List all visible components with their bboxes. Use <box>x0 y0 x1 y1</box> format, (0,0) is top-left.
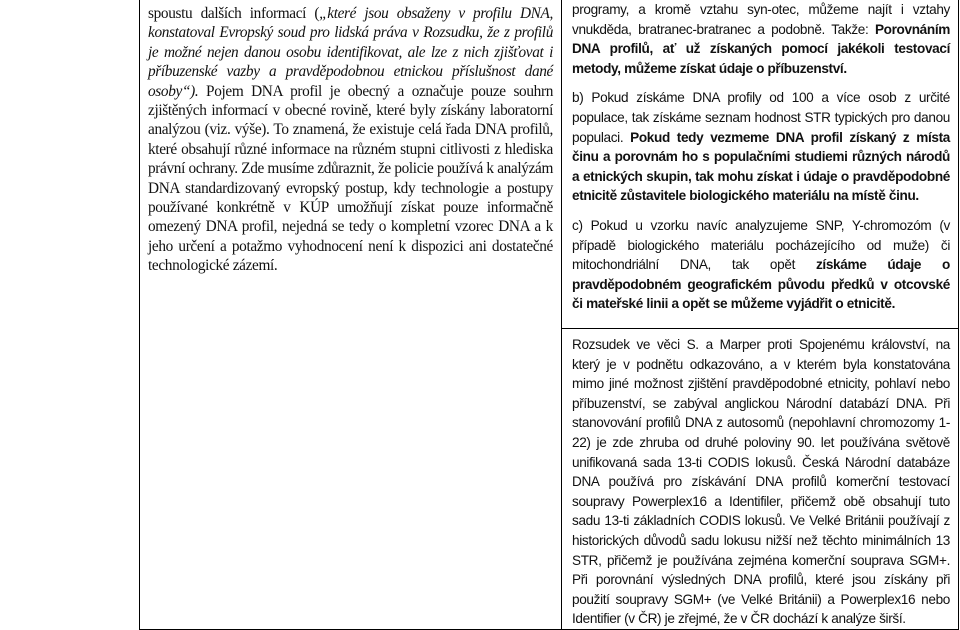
right-top-p2-bold: Pokud tedy vezmeme DNA profil získaný z místa činu a porovnám ho s populačními studiemi různých národů a etnických skupin, tak mohu získat i údaje o pravděpodobné etnicitě zůstavitele biologického materiálu na místě činu. <box>572 129 950 204</box>
court-quote: „které jsou obsaženy v profilu DNA, konstatoval Evropský soud pro lidská práva v Rozsudku, že z profilů je možné nejen danou osobu identifikovat, ale lze z nich zjišťovat i příbuzenské vazby a pravděpodobnou etnickou příslušnost dané osoby“). <box>148 5 553 100</box>
right-bottom-cell <box>562 329 959 630</box>
right-top-p1-text: programy, a kromě vztahu syn-otec, můžeme najít i vztahy vnukděda, bratranec-bratranec a podobně. Takže: <box>572 2 950 37</box>
right-top-p3-bold: získáme údaje o pravděpodobném geografickém původu předků v otcovské či mateřské linii a opět se můžeme vyjádřit o etnicitě. <box>572 257 951 312</box>
right-bottom-paragraph: Rozsudek ve věci S. a Marper proti Spojenému království, na který je v podnětu odkazováno, a v kterém byla konstatována mimo jiné možnost zjištění pravděpodobné etnicity, pohlaví nebo příbuzenství, se zabýval anglickou Národní databází DNA. Při stanovování profilů DNA z autosomů (nepohlavní chromozomy 1-22) je zde zhruba od druhé poloviny 90. let používána světově unifikovaná sada 13-ti CODIS lokusů. Česká Národní databáze DNA používá pro získávání DNA profilů komerční testovací soupravy Powerplex16 a Identifiler, přičemž obě obsahují tuto sadu 13-ti základních CODIS lokusů. Ve Velké Británii používají z historických důvodů sadu lokusu nižší než těchto minimálních 13 STR, přičemž je používána zejména komerční souprava SGM+. Při porovnání výsledných DNA profilů, které jsou získány při použití soupravy SGM+ (ve Velké Británii) a Powerplex16 nebo Identifier (v ČR) je zřejmé, že v ČR dochází k analýze širší. <box>572 337 950 627</box>
left-paragraph <box>148 4 553 276</box>
right-top-paragraph-1 <box>572 0 950 78</box>
right-top-paragraph-c <box>572 216 950 314</box>
document-table <box>139 0 959 630</box>
right-top-p1-bold: Porovnáním DNA profilů, ať už získaných pomocí jakékoli testovací metody, můžeme získat údaje o příbuzenství. <box>572 21 950 76</box>
right-top-paragraph-b <box>572 88 950 206</box>
right-top-cell <box>562 0 959 329</box>
left-column-cell <box>140 0 562 629</box>
right-top-p2-text: b) Pokud získáme DNA profily od 100 a více osob z určité populace, tak získáme seznam hodnost STR typických pro danou populaci. <box>572 90 950 145</box>
left-paragraph-rest: Pojem DNA profil je obecný a označuje pouze souhrn zjištěných informací v obecné rovině, které byly získány laboratorní analýzou (viz. výše). To znamená, že existuje celá řada DNA profilů, které obsahují různé informace na různém stupni citlivosti z hlediska právní ochrany. Zde musíme zdůraznit, že policie používá k analýzám DNA standardizovaný evropský postup, kdy technologie a postupy používané konkrétně v KÚP umožňují získat pouze informačně omezený DNA profil, nejedná se tedy o kompletní vzorec DNA a k jeho určení a potažmo vyhodnocení není k dispozici ani dostatečné technologické zázemí. <box>148 82 553 275</box>
right-top-p3-text: c) Pokud u vzorku navíc analyzujeme SNP, Y-chromozóm (v případě biologického materiálu pocházejícího od muže) či mitochondriální DNA, tak opět <box>572 217 950 273</box>
left-paragraph-lead: spoustu dalších informací ( <box>148 5 320 22</box>
